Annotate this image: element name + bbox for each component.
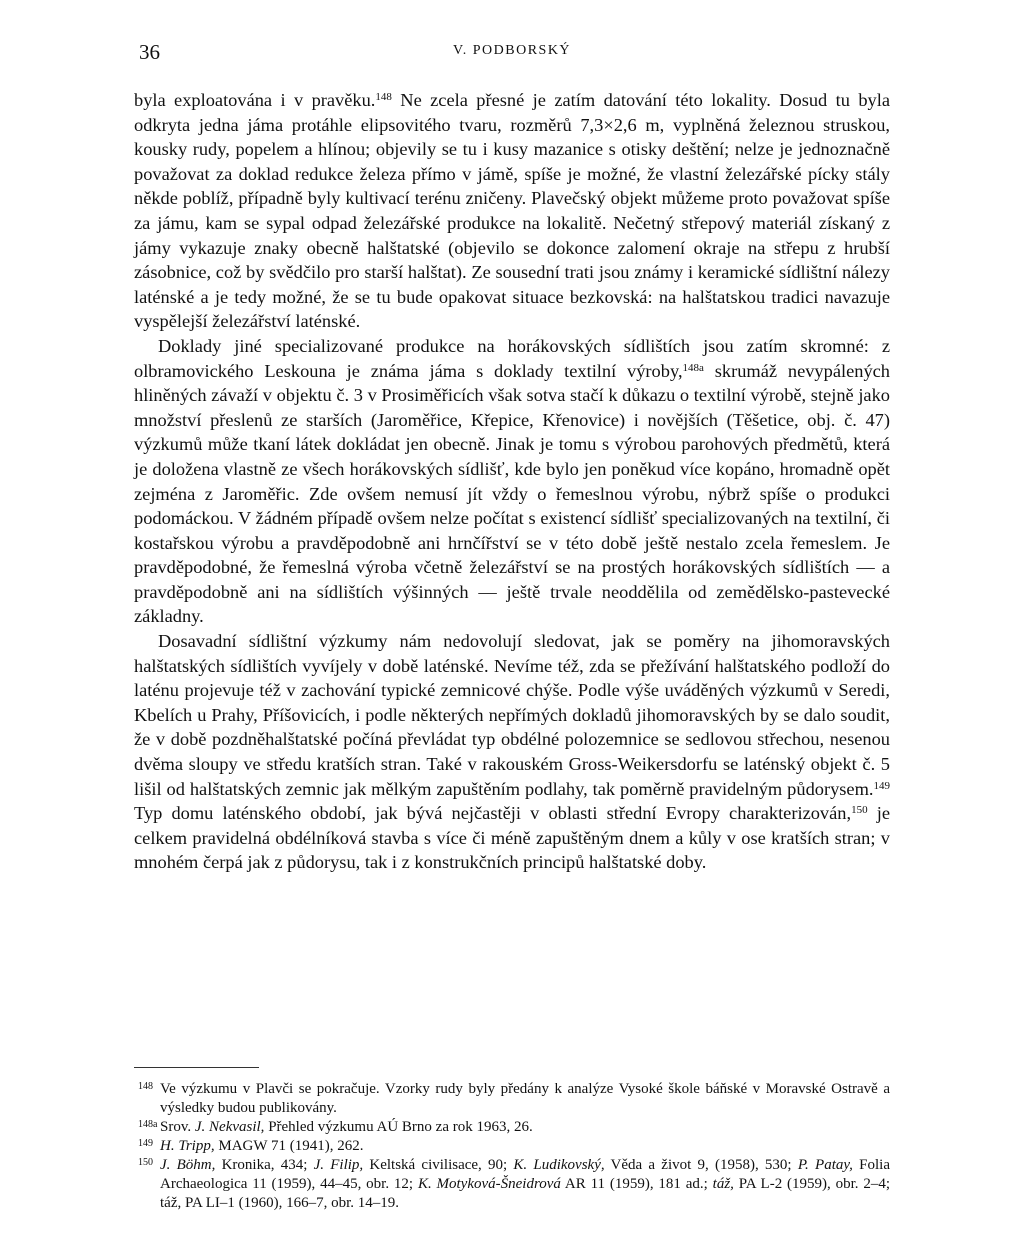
page-number: 36 bbox=[139, 40, 160, 64]
footnote-text: AR 11 (1959), 181 ad.; bbox=[560, 1176, 713, 1192]
footnote-ref-150[interactable]: 150 bbox=[851, 804, 868, 817]
footnote-text: J. Filip, bbox=[313, 1157, 364, 1173]
paragraph-2-text-a: Doklady jiné specializované produkce na horákovských sídlištích jsou zatím skromné: z olbramovického Leskouna je známa jáma s doklady textilní výroby, bbox=[134, 335, 890, 381]
footnote-text: táž, bbox=[712, 1176, 734, 1192]
footnote-mark: 148 bbox=[138, 1081, 153, 1092]
paragraph-3-text-a: Dosavadní sídlištní výzkumy nám nedovolují sledovat, jak se poměry na jihomoravských halštatských sídlištích vyvíjely v době laténské. Nevíme též, zda se přežívání halštatského podloží do laténu projevuje též v zachování typické zemnicové chýše. Podle výše uváděných výzkumů v Seredi, Kbelích u Prahy, Příšovicích, i podle některých nepřímých dokladů jihomoravských by se dalo soudit, že v době pozdněhalštatské počíná převládat typ obdélné polozemnice se sedlovou střechou, nesenou dvěma sloupy ve středu kratších stran. Také v rakouském Gross-Weikersdorfu se laténský objekt č. 5 lišil od halštatských zemnic jak mělkým zapuštěním podlahy, tak poměrně pravidelným půdorysem. bbox=[134, 631, 890, 799]
footnote-mark: 150 bbox=[138, 1157, 153, 1168]
footnote-text: J. Nekvasil, bbox=[194, 1119, 265, 1135]
footnote-divider bbox=[134, 1067, 259, 1068]
footnote-text: H. Tripp, bbox=[160, 1138, 215, 1154]
footnote-ref-149[interactable]: 149 bbox=[873, 779, 890, 792]
document-page bbox=[134, 40, 890, 1210]
page-header bbox=[134, 40, 890, 70]
paragraph-2 bbox=[134, 334, 890, 629]
paragraph-1-text-a: byla exploatována i v pravěku. bbox=[134, 90, 376, 110]
footnote bbox=[134, 1137, 890, 1156]
footnote-text: Přehled výzkumu AÚ Brno za rok 1963, 26. bbox=[264, 1119, 533, 1135]
footnote bbox=[134, 1156, 890, 1213]
paragraph-2-text-b: skrumáž nevypálených hliněných závaží v objektu č. 3 v Prosiměřicích však sotva stačí k důkazu o textilní výrobě, stejně jako množství přeslenů ze starších (Jaroměřice, Křepice, Křenovice) i novějších (Těšetice, obj. č. 47) výzkumů může tkaní látek dokládat jen obecně. Jinak je tomu s výrobou parohových předmětů, která je doložena vlastně ze všech horákovských sídlišť, kde bylo jen poněkud více kopáno, hromadně opět zejména z Jaroměřic. Zde ovšem nemusí jít vždy o řemeslnou výrobu, nýbrž spíše o produkci podomáckou. V žádném případě ovšem nelze počítat s existencí sídlišť specializovaných na textilní, či kostařskou výrobu a pravděpodobně ani hrnčířství se v této době ještě nestalo zcela řemeslem. Je pravděpodobné, že řemeslná výroba včetně železářství se na prostých horákovských sídlištích — a pravděpodobně ani na sídlištích výšinných — ještě trvale neoddělila od zemědělsko-pastevecké základny. bbox=[134, 360, 890, 627]
paragraph-1-text-b: Ne zcela přesné je zatím datování této lokality. Dosud tu byla odkryta jedna jáma protáhle elipsovitého tvaru, rozměrů 7,3×2,6 m, vyplněná železnou struskou, kousky rudy, popelem a hlínou; objevily se tu i kusy mazanice s otisky deštění; nelze je jednoznačně považovat za doklad redukce železa přímo v jámě, spíše je možné, že vlastní železářské pícky stály někde poblíž, případně byly kultivací terénu zničeny. Plavečský objekt můžeme proto považovat spíše za jámu, kam se sypal odpad železářské produkce na lokalitě. Nečetný střepový materiál získaný z jámy vykazuje znaky obecně halštatské (objevilo se dokonce zalomení okraje na střepu z hrubší zásobnice, což by svědčilo pro starší halštat). Ze sousední trati jsou známy i keramické sídlištní nálezy laténské a je tedy možné, že se tu bude opakovat situace bezkovská: na halštatskou tradici navazuje vyspělejší železářství laténské. bbox=[134, 90, 890, 332]
footnote bbox=[134, 1118, 890, 1137]
body-text bbox=[134, 88, 890, 875]
footnote-text: MAGW 71 (1941), 262. bbox=[214, 1138, 364, 1154]
running-head: V. PODBORSKÝ bbox=[452, 43, 572, 58]
footnote-text: Kronika, 434; bbox=[215, 1157, 314, 1173]
footnote-mark: 148a bbox=[138, 1119, 158, 1130]
footnote-text: Ve výzkumu v Plavči se pokračuje. Vzorky rudy byly předány k analýze Vysoké škole báňské v Moravské Ostravě a výsledky budou publikovány. bbox=[160, 1081, 890, 1116]
footnote-text: P. Patay, bbox=[797, 1157, 853, 1173]
footnote-ref-148a[interactable]: 148a bbox=[682, 361, 704, 374]
footnote-text: Srov. bbox=[160, 1119, 195, 1135]
footnote-text: K. Motyková-Šneidrová bbox=[417, 1176, 561, 1192]
footnote-ref-148[interactable]: 148 bbox=[375, 91, 392, 103]
footnote-text: J. Böhm, bbox=[160, 1157, 216, 1173]
footnote-text: Folia Archaeologica 11 (1959), 44–45, obr. 12; bbox=[160, 1157, 890, 1192]
footnote bbox=[134, 1080, 890, 1118]
footnote-text: Keltská civilisace, 90; bbox=[363, 1157, 514, 1173]
paragraph-3 bbox=[134, 629, 890, 875]
footnote-mark: 149 bbox=[138, 1138, 153, 1149]
footnote-text: K. Ludikovský, bbox=[513, 1157, 605, 1173]
footnotes bbox=[134, 1080, 890, 1213]
paragraph-3-text-c: je celkem pravidelná obdélníková stavba s více či méně zapuštěným dnem a kůly v ose kratších stran; v mnohém čerpá jak z půdorysu, tak i z konstrukčních principů halštatské doby. bbox=[134, 803, 890, 873]
paragraph-3-text-b: Typ domu laténského období, jak bývá nejčastěji v oblasti střední Evropy charakterizován, bbox=[134, 803, 852, 824]
footnote-text: Věda a život 9, (1958), 530; bbox=[604, 1157, 798, 1173]
paragraph-1 bbox=[134, 88, 890, 334]
footnote-text: PA L-2 (1959), obr. 2–4; táž, PA LI–1 (1960), 166–7, obr. 14–19. bbox=[160, 1176, 891, 1211]
